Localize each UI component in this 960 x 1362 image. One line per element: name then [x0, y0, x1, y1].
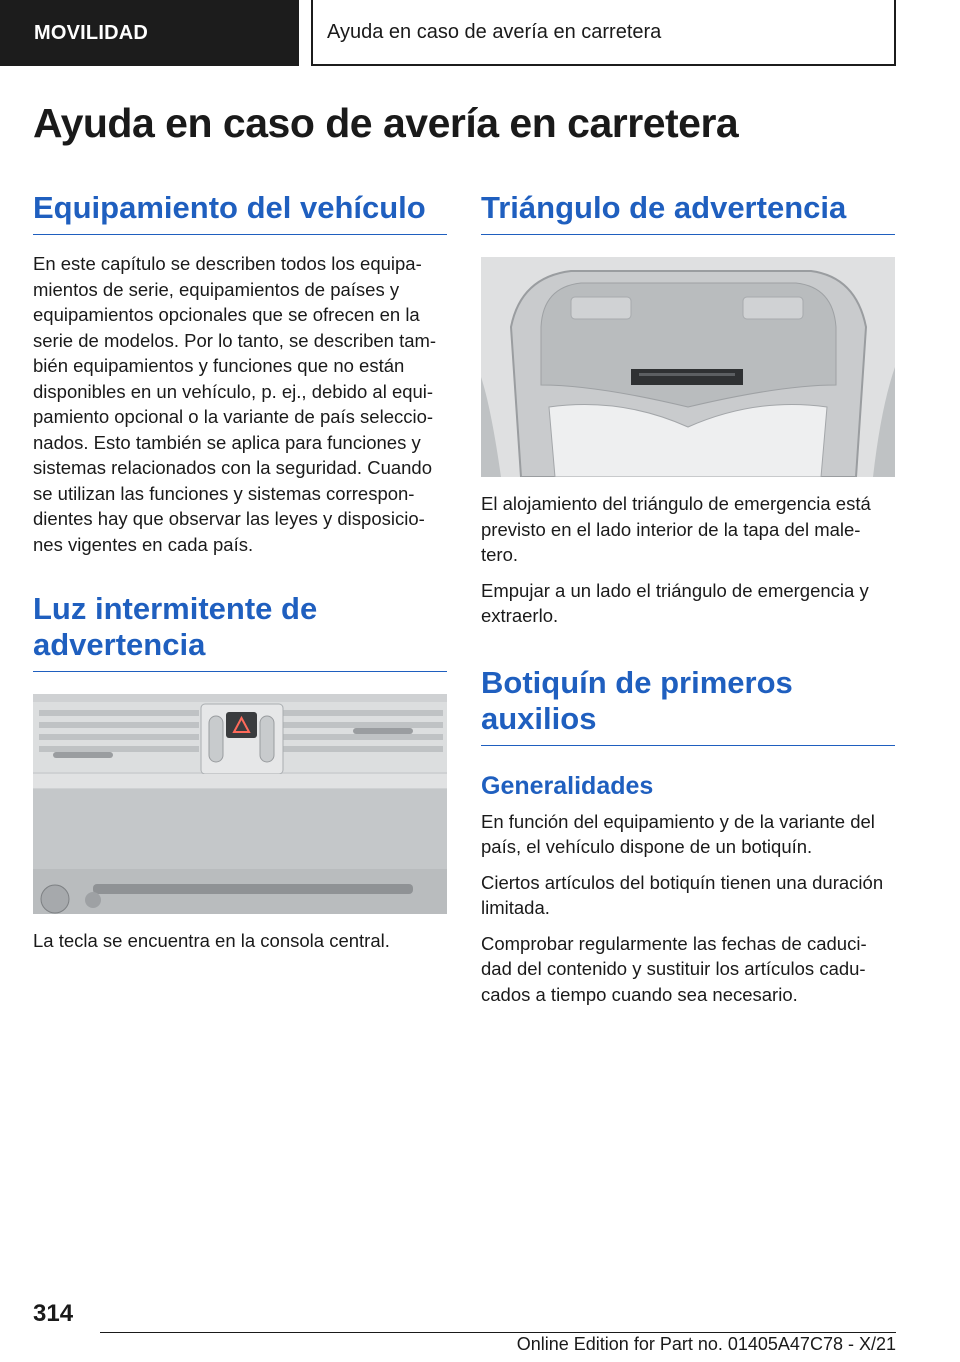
triangle-paragraph-1: El alojamiento del triángulo de emergencia está previsto en el lado interior de la tapa del male- tero.	[481, 493, 871, 565]
first-aid-heading: Botiquín de primeros auxilios	[481, 665, 895, 746]
section-tab: MOVILIDAD	[0, 0, 299, 66]
triangle-heading: Triángulo de advertencia	[481, 190, 895, 235]
general-subheading: Generalidades	[481, 771, 654, 800]
chapter-tab: Ayuda en caso de avería en carretera	[311, 0, 896, 66]
footer-divider	[100, 1332, 896, 1333]
first-aid-paragraph-3: Comprobar regularmente las fechas de caduci- dad del contenido y sustituir los artículos cadu- cados a tiempo cuando sea necesario.	[481, 932, 867, 1005]
left-column	[33, 190, 447, 964]
page-title: Ayuda en caso de avería en carretera	[33, 100, 739, 146]
right-column	[481, 190, 895, 1017]
page-header	[0, 0, 960, 66]
page-footer	[0, 1290, 960, 1362]
page-number: 314	[33, 1300, 74, 1327]
edition-note: Online Edition for Part no. 01405A47C78 - X/21	[516, 1334, 896, 1354]
first-aid-paragraph-2: Ciertos artículos del botiquín tienen una duración limitada.	[481, 871, 884, 918]
hazard-heading: Luz intermitente de advertencia	[33, 591, 447, 672]
tailgate-image	[481, 257, 895, 477]
equipment-heading: Equipamiento del vehículo	[33, 190, 447, 235]
equipment-paragraph: En este capítulo se describen todos los equipa- mientos de serie, equipamientos de países y equipamientos opcionales que se ofrecen en la serie de modelos. Por lo tanto, se describen tam- bién equipamientos y funciones que no están disponibles en un vehículo, p. ej., debido al equi- pamiento opcional o la variante de país seleccio- nados. Esto también se aplica para funciones y sistemas relacionados con la seguridad. Cuando se utilizan las funciones y sistemas correspon- dientes hay que observar las leyes y disposicio- nes vigentes en cada país.	[33, 253, 437, 555]
first-aid-paragraph-1: En función del equipamiento y de la variante del país, el vehículo dispone de un botiquín.	[481, 810, 875, 857]
hazard-switch-image	[33, 694, 447, 914]
hazard-caption: La tecla se encuentra en la consola central.	[33, 930, 390, 951]
triangle-paragraph-2: Empujar a un lado el triángulo de emergencia y extraerlo.	[481, 579, 869, 626]
